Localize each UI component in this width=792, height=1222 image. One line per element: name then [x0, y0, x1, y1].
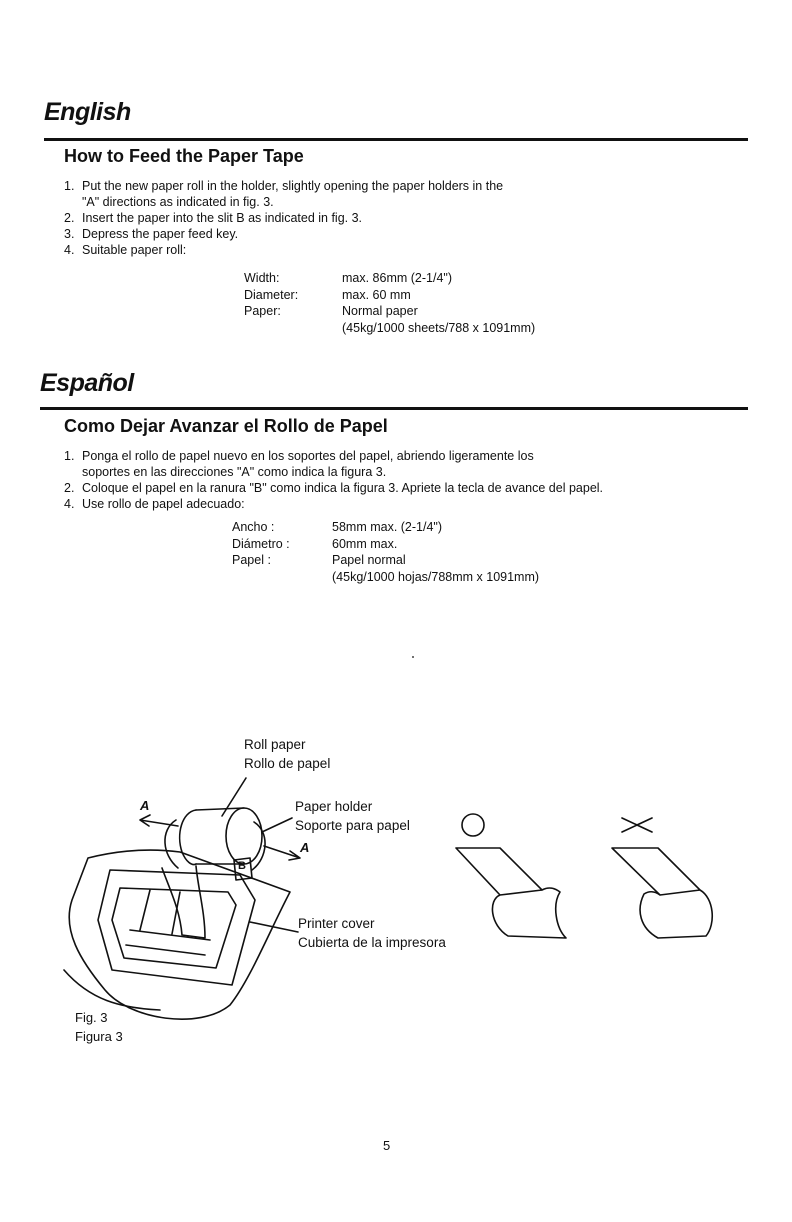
- spanish-heading: Español: [40, 369, 134, 397]
- spec-diameter: Diameter: max. 60 mm: [244, 287, 411, 302]
- spec-diametro: Diámetro : 60mm max.: [232, 536, 398, 551]
- english-heading: English: [44, 98, 131, 126]
- correct-roll-drawing: [456, 848, 566, 938]
- paper-holder-left: [165, 820, 178, 868]
- spanish-section-title: Como Dejar Avanzar el Rollo de Papel: [64, 416, 388, 436]
- leader-paper-holder: [262, 818, 292, 832]
- english-step-3: 3. Depress the paper feed key.: [64, 227, 239, 241]
- arrow-a-right: [264, 846, 300, 860]
- roll-paper-body: [196, 808, 244, 864]
- label-a-left: A: [140, 798, 150, 813]
- correct-circle-icon: [462, 814, 484, 836]
- paper-sheet: [162, 866, 205, 938]
- spec-papel: Papel : Papel normal: [232, 553, 406, 567]
- callout-roll-paper: Roll paper Rollo de papel: [244, 737, 331, 771]
- stray-dot: [412, 656, 414, 658]
- spanish-step-4: 4. Use rollo de papel adecuado:: [64, 497, 245, 511]
- printer-left-edge: [64, 970, 160, 1010]
- printer-cover-outline: [98, 870, 255, 985]
- spec-papel-detail: (45kg/1000 hojas/788mm x 1091mm): [332, 569, 540, 584]
- spanish-step-2: 2. Coloque el papel en la ranura "B" como indica la figura 3. Apriete la tecla de avance del papel.: [64, 481, 604, 495]
- spanish-step-1: 1. Ponga el rollo de papel nuevo en los soportes del papel, abriendo ligeramente los soportes en las direcciones "A" como indica la figura 3.: [64, 449, 534, 479]
- spec-ancho: Ancho : 58mm max. (2-1/4"): [232, 520, 443, 534]
- spec-paper-detail: (45kg/1000 sheets/788 x 1091mm): [342, 320, 536, 335]
- paper-holder-right: [252, 822, 265, 870]
- incorrect-cross-icon: [622, 818, 652, 832]
- english-section-title: How to Feed the Paper Tape: [64, 146, 304, 166]
- callout-paper-holder: Paper holder Soporte para papel: [295, 799, 410, 833]
- english-step-1: 1. Put the new paper roll in the holder, slightly opening the paper holders in the "A" directions as indicated in fig. 3.: [64, 179, 504, 209]
- printer-slot-lines: [126, 890, 210, 955]
- page-number: 5: [383, 1138, 391, 1153]
- spec-paper: Paper: Normal paper: [244, 304, 418, 318]
- english-step-4: 4. Suitable paper roll:: [64, 243, 187, 257]
- english-step-2: 2. Insert the paper into the slit B as indicated in fig. 3.: [64, 211, 363, 225]
- leader-roll-paper: [222, 778, 246, 816]
- incorrect-roll-drawing: [612, 848, 712, 938]
- figure-caption: Fig. 3 Figura 3: [75, 1010, 123, 1044]
- roll-paper-end: [226, 808, 262, 864]
- label-a-right: A: [300, 840, 310, 855]
- callout-printer-cover: Printer cover Cubierta de la impresora: [298, 916, 446, 950]
- spec-width: Width: max. 86mm (2-1/4"): [244, 271, 453, 285]
- label-b: B: [238, 860, 246, 872]
- arrow-a-left: [140, 815, 178, 826]
